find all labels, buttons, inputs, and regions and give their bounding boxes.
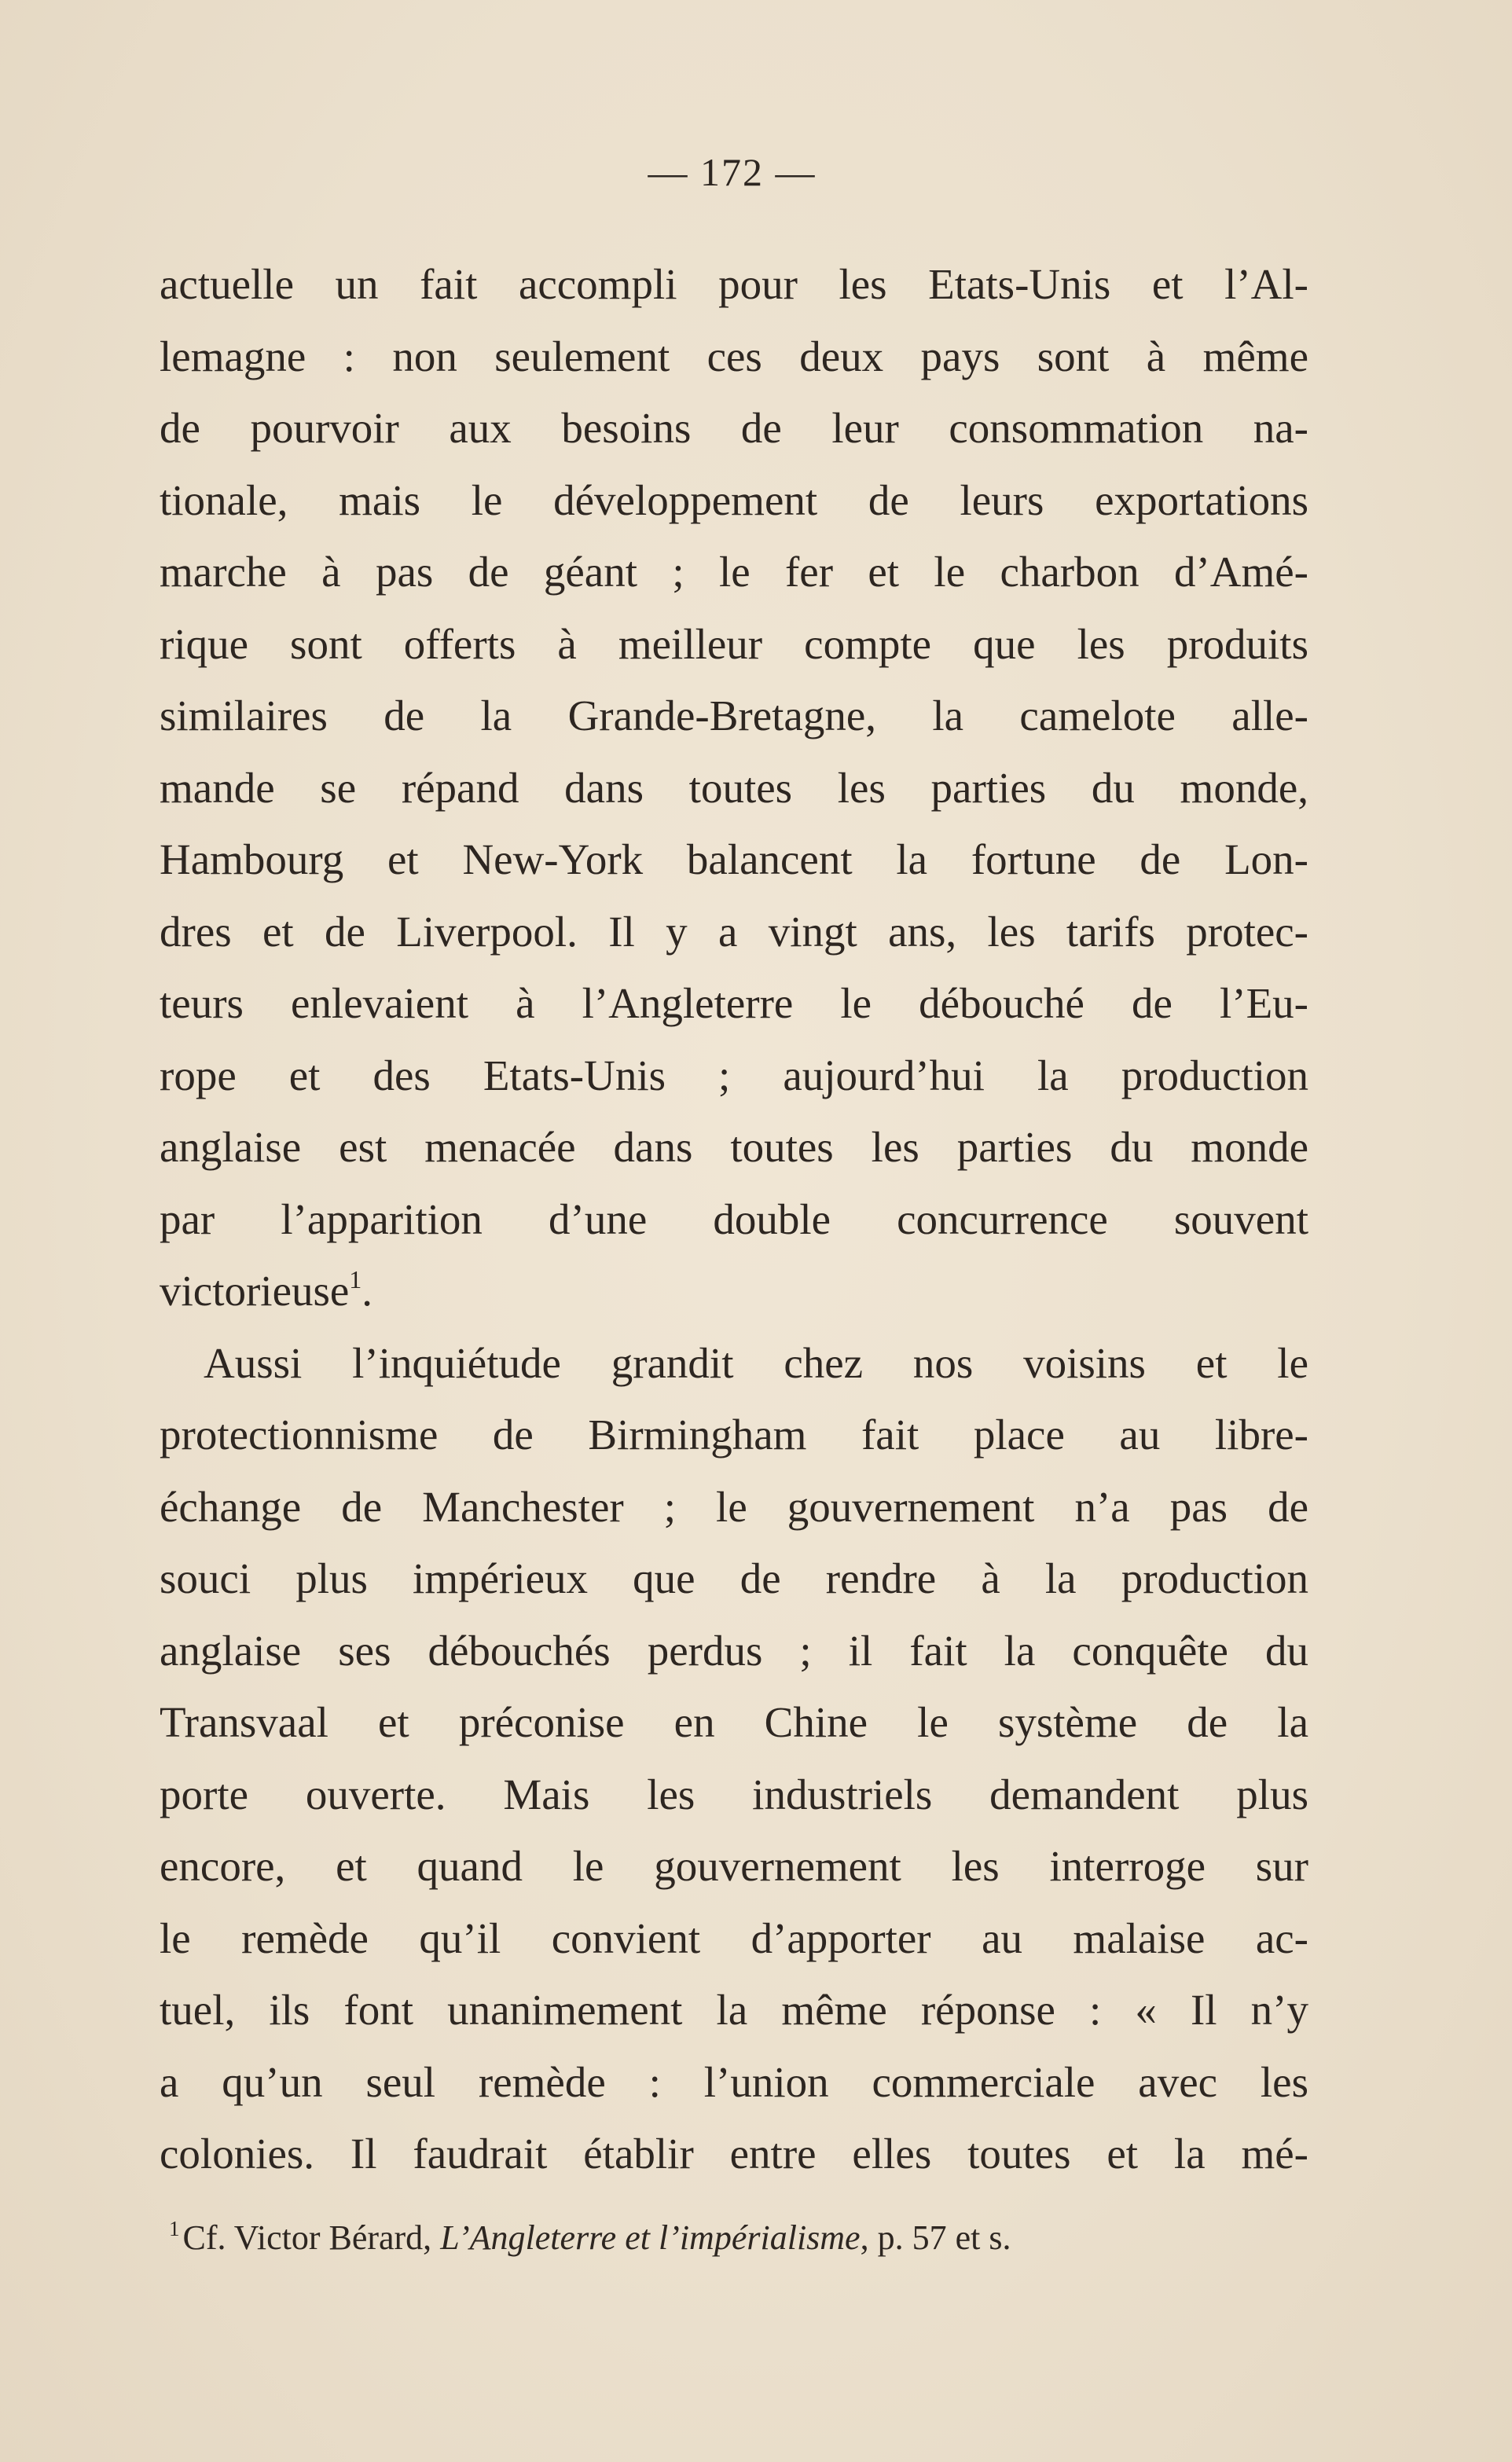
text-line: dres et de Liverpool. Il y a vingt ans, les tarifs protec- (160, 907, 1308, 956)
footnote-suffix: , p. 57 et s. (860, 2218, 1011, 2257)
text-line: Hambourg et New-York balancent la fortune de Lon- (160, 835, 1308, 883)
footnote-mark: 1 (169, 2217, 180, 2240)
text-line-last (160, 1255, 1308, 1327)
text-line: par l’apparition d’une double concurrence souvent (160, 1194, 1308, 1243)
text-line: tionale, mais le développement de leurs exportations (160, 475, 1308, 524)
footnote (169, 2214, 1308, 2262)
text-line: Aussi l’inquiétude grandit chez nos voisins et le (204, 1338, 1308, 1387)
text-line: anglaise est menacée dans toutes les parties du monde (160, 1123, 1308, 1171)
text-line: lemagne : non seulement ces deux pays sont à même (160, 332, 1308, 380)
text-line: protectionnisme de Birmingham fait place au libre- (160, 1411, 1308, 1458)
last-line-end: . (361, 1267, 373, 1315)
text-line: anglaise ses débouchés perdus ; il fait la conquête du (160, 1626, 1308, 1675)
text-line: rope et des Etats-Unis ; aujourd’hui la production (160, 1051, 1308, 1099)
text-line: souci plus impérieux que de rendre à la production (160, 1554, 1308, 1602)
text-line: encore, et quand le gouvernement les interroge sur (160, 1842, 1308, 1890)
body-text (160, 248, 1308, 2190)
text-line: similaires de la Grande-Bretagne, la camelote alle- (160, 692, 1308, 739)
text-line: teurs enlevaient à l’Angleterre le débouché de l’Eu- (160, 979, 1308, 1027)
text-line: de pourvoir aux besoins de leur consommation na- (160, 404, 1308, 452)
text-line: rique sont offerts à meilleur compte que les produits (160, 619, 1308, 668)
footnote-prefix: Cf. Victor Bérard, (182, 2218, 441, 2257)
text-line: actuelle un fait accompli pour les Etats-Unis et l’Al- (160, 260, 1308, 308)
last-line-text: victorieuse (160, 1267, 350, 1315)
text-line: marche à pas de géant ; le fer et le charbon d’Amé- (160, 548, 1308, 596)
text-line: échange de Manchester ; le gouvernement n’a pas de (160, 1482, 1308, 1531)
text-line: porte ouverte. Mais les industriels demandent plus (160, 1770, 1308, 1818)
footnote-title: L’Angleterre et l’impérialisme (440, 2218, 861, 2257)
text-line: a qu’un seul remède : l’union commerciale avec les (160, 2057, 1308, 2106)
text-line: mande se répand dans toutes les parties du monde, (160, 763, 1308, 812)
text-line: le remède qu’il convient d’apporter au malaise ac- (160, 1913, 1308, 1962)
text-line: tuel, ils font unanimement la même réponse : « Il n’y (160, 1986, 1308, 2034)
page-number: — 172 — (648, 150, 817, 194)
text-line: colonies. Il faudrait établir entre elles toutes et la mé- (160, 2130, 1308, 2178)
text-line: Transvaal et préconise en Chine le système de la (160, 1698, 1308, 1746)
footnote-reference[interactable]: 1 (349, 1265, 362, 1293)
